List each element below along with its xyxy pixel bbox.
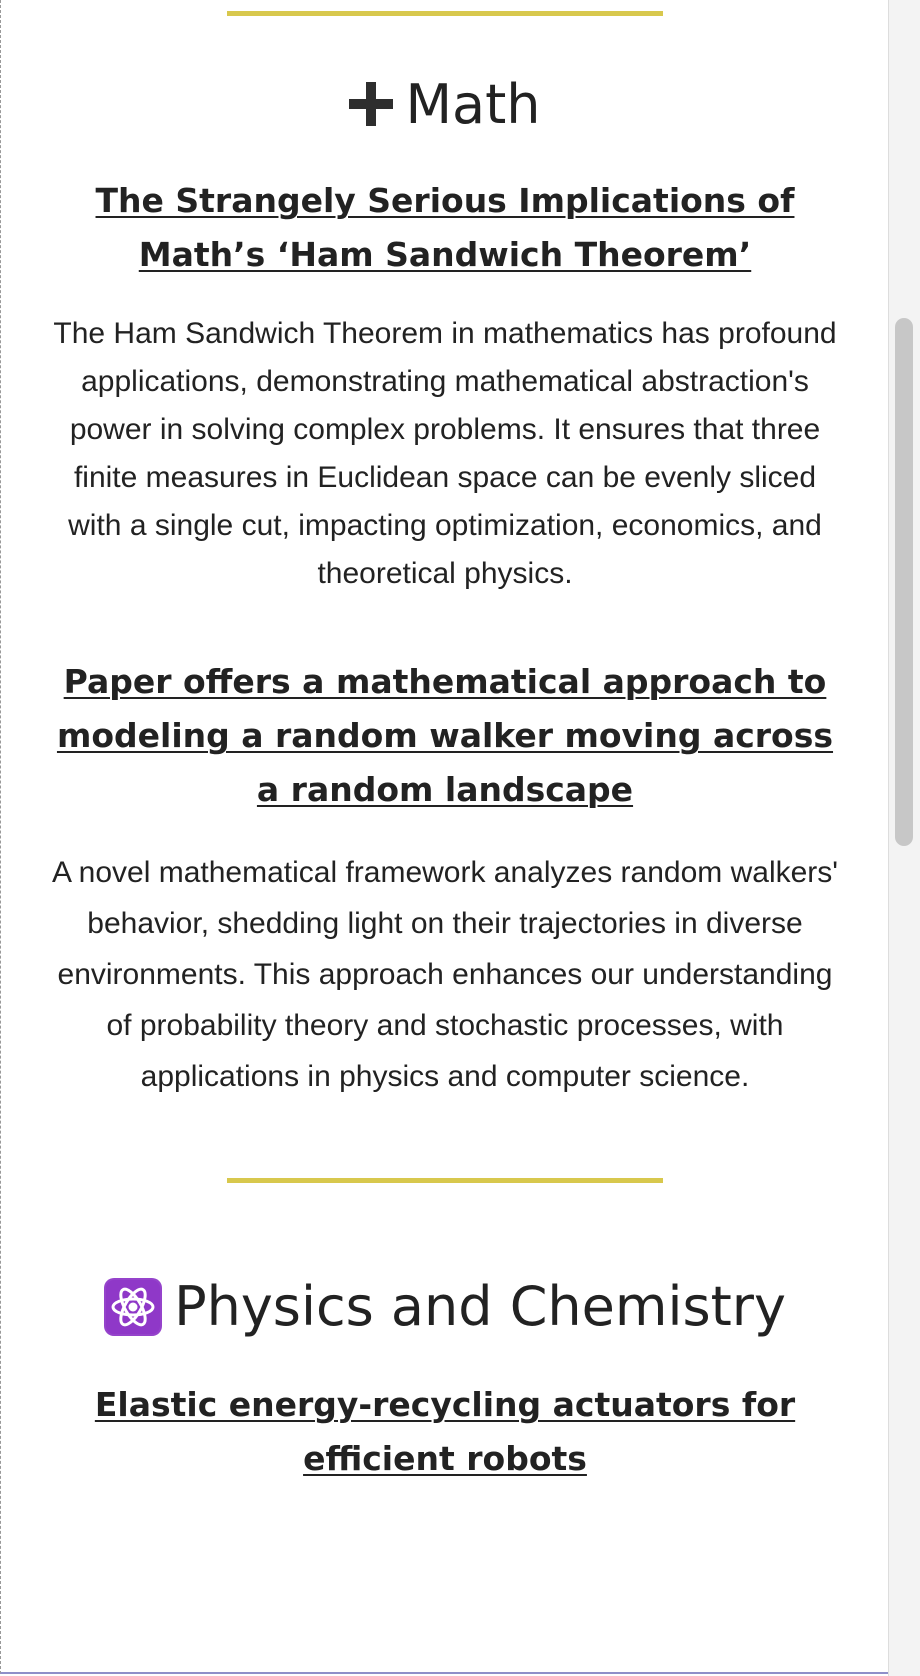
article-random-walker: [41, 655, 849, 817]
article-link-elastic-actuators[interactable]: Elastic energy-recycling actuators for efficient robots: [94, 1384, 796, 1478]
article-summary-random-walker: A novel mathematical framework analyzes random walkers' behavior, shedding light on their trajectories in diverse environments. This approach enhances our understanding of probability theory and stochastic processes, with applications in physics and computer science.: [51, 856, 839, 1094]
article-summary-ham-sandwich: The Ham Sandwich Theorem in mathematics has profound applications, demonstrating mathematical abstraction's power in solving complex problems. It ensures that three finite measures in Euclidean space can be evenly sliced with a single cut, impacting optimization, economics, and theoretical physics.: [53, 317, 837, 591]
article-elastic-actuators: [41, 1378, 849, 1486]
scrollbar-thumb[interactable]: [895, 318, 913, 846]
section-heading-physics-chemistry-text: Physics and Chemistry: [174, 1275, 786, 1339]
section-heading-physics-chemistry: [41, 1277, 849, 1339]
atom-icon: [104, 1278, 162, 1336]
section-heading-math-text: Math: [405, 73, 541, 136]
section-heading-math: [41, 75, 849, 134]
plus-icon: [349, 82, 393, 126]
article-link-ham-sandwich[interactable]: The Strangely Serious Implications of Math’s ‘Ham Sandwich Theorem’: [95, 181, 795, 275]
vertical-scrollbar[interactable]: [888, 0, 920, 1676]
content-column: [41, 0, 849, 1486]
article-ham-sandwich: [41, 174, 849, 282]
article-link-random-walker[interactable]: Paper offers a mathematical approach to modeling a random walker moving across a random landscape: [56, 662, 834, 810]
section-divider-middle: [227, 1178, 663, 1183]
section-divider-top: [227, 11, 663, 16]
